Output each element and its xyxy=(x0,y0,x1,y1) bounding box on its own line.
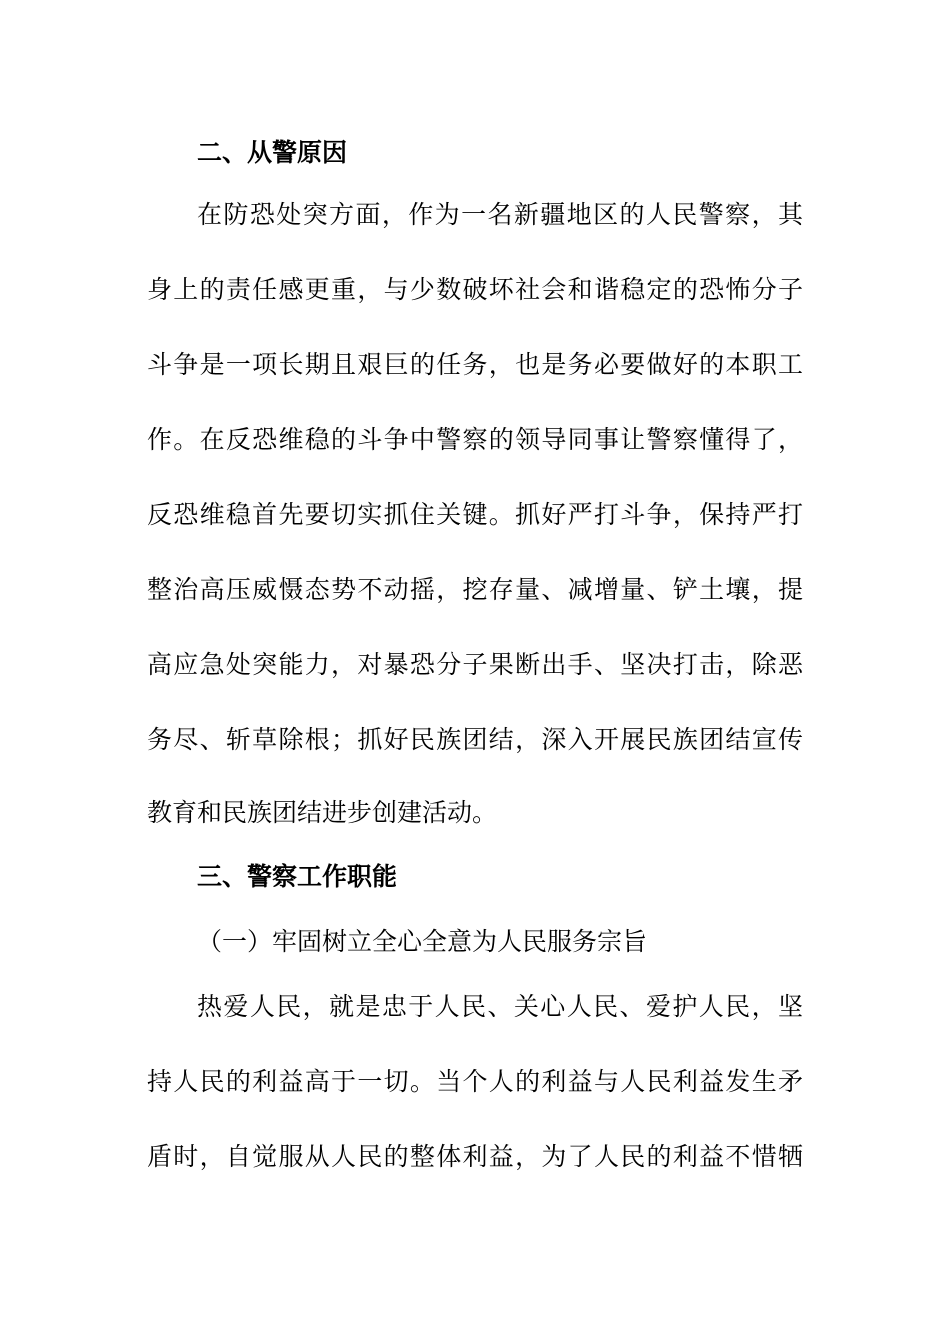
paragraph-line: 作。在反恐维稳的斗争中警察的领导同事让警察懂得了， xyxy=(147,425,803,454)
paragraph-line: 整治高压威慑态势不动摇，挖存量、减增量、铲土壤，提 xyxy=(147,575,803,604)
paragraph-line: 务尽、斩草除根；抓好民族团结，深入开展民族团结宣传 xyxy=(147,725,803,754)
section-heading-3: 三、警察工作职能 xyxy=(197,862,398,891)
subsection-heading: （一）牢固树立全心全意为人民服务宗旨 xyxy=(197,927,648,956)
section-heading-2: 二、从警原因 xyxy=(197,138,348,167)
paragraph-line: 高应急处突能力，对暴恐分子果断出手、坚决打击，除恶 xyxy=(147,650,803,679)
paragraph-line: 教育和民族团结进步创建活动。 xyxy=(147,798,498,827)
paragraph-line: 斗争是一项长期且艰巨的任务，也是务必要做好的本职工 xyxy=(147,350,803,379)
paragraph-line: 持人民的利益高于一切。当个人的利益与人民利益发生矛 xyxy=(147,1067,803,1096)
paragraph-line: 在防恐处突方面，作为一名新疆地区的人民警察，其 xyxy=(197,200,803,229)
paragraph-line: 身上的责任感更重，与少数破坏社会和谐稳定的恐怖分子 xyxy=(147,275,803,304)
paragraph-line: 反恐维稳首先要切实抓住关键。抓好严打斗争，保持严打 xyxy=(147,500,803,529)
paragraph-line: 盾时，自觉服从人民的整体利益，为了人民的利益不惜牺 xyxy=(147,1142,803,1171)
paragraph-line: 热爱人民，就是忠于人民、关心人民、爱护人民，坚 xyxy=(197,992,803,1021)
